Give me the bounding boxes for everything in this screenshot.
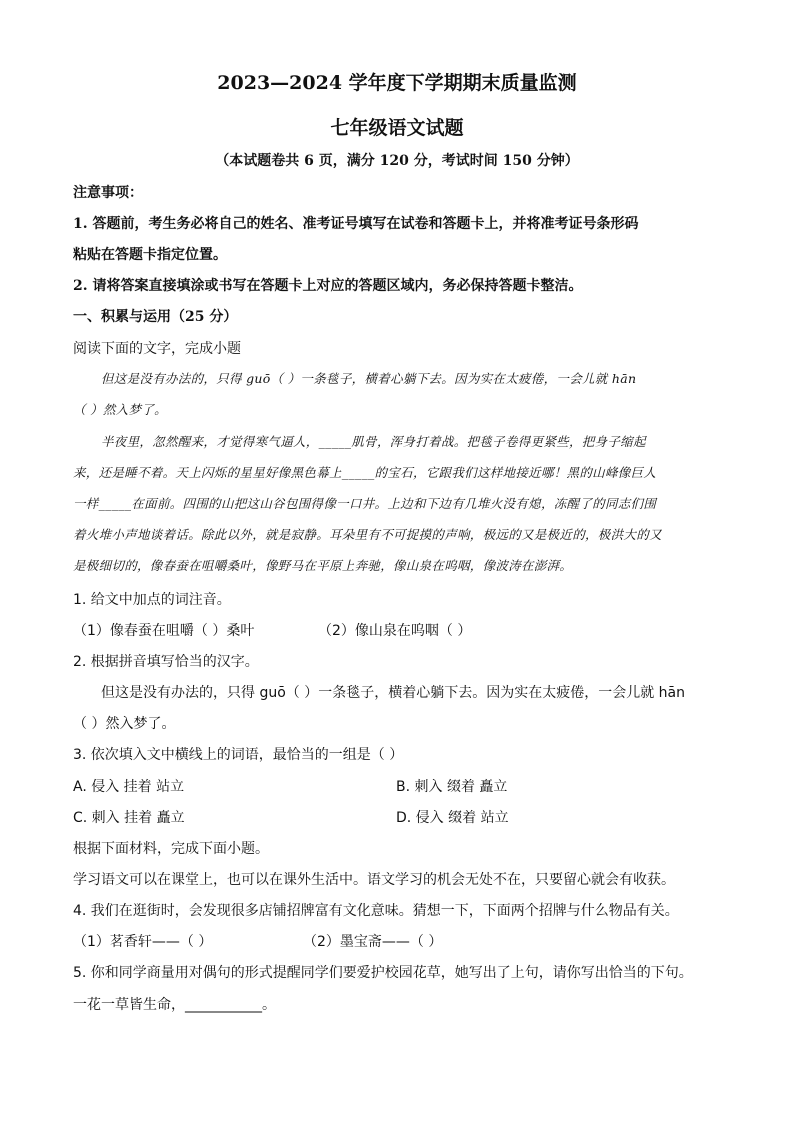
notes-item-1-line-1: 1. 答题前，考生务必将自己的姓名、准考证号填写在试卷和答题卡上，并将准考证号条形码 [73,216,639,232]
material-text: 学习语文可以在课堂上，也可以在课外生活中。语文学习的机会无处不在，只要留心就会有收获。 [73,872,675,888]
notes-item-2: 2. 请将答案直接填涂或书写在答题卡上对应的答题区域内，务必保持答题卡整洁。 [73,278,583,294]
passage-p1-line-1: 但这是没有办法的，只得 guō（ ）一条毯子，横着心躺下去。因为实在太疲倦，一会儿就 hān [101,371,637,386]
question-3-option-a: A. 侵入 挂着 站立 [73,779,185,795]
section-instruction: 阅读下面的文字，完成小题 [73,341,241,357]
passage-p1-line-2: （ ）然入梦了。 [73,402,167,417]
exam-info: （本试题卷共 6 页，满分 120 分，考试时间 150 分钟） [215,153,579,169]
question-5-answer-line: 一花一草皆生命，___________。 [73,997,276,1013]
passage-p2-line-2: 来，还是睡不着。天上闪烁的星星好像黑色幕上_____的宝石，它跟我们这样地接近哪！黑的山峰像巨人 [73,465,657,480]
notes-item-1-line-2: 粘贴在答题卡指定位置。 [73,247,227,263]
notes-heading: 注意事项： [73,185,143,201]
passage-p2-line-4: 着火堆小声地谈着话。除此以外，就是寂静。耳朵里有不可捉摸的声响，极远的又是极近的，极洪大的又 [73,527,662,542]
passage-p2-line-3: 一样_____在面前。四围的山把这山谷包围得像一口井。上边和下边有几堆火没有熄，冻醒了的同志们围 [73,496,657,511]
question-1-part-a: （1）像春蚕在咀嚼（ ）桑叶 [73,623,255,639]
passage-p2-line-1: 半夜里，忽然醒来，才觉得寒气逼人，_____肌骨，浑身打着战。把毯子卷得更紧些，把身子缩起 [101,434,646,449]
question-3-option-b: B. 刺入 缀着 矗立 [396,779,508,795]
material-intro: 根据下面材料，完成下面小题。 [73,841,269,857]
question-4-part-b: （2）墨宝斋——（ ） [303,934,443,950]
question-4: 4. 我们在逛街时，会发现很多店铺招牌富有文化意味。猜想一下，下面两个招牌与什么物品有关。 [73,903,679,919]
question-3: 3. 依次填入文中横线上的词语，最恰当的一组是（ ） [73,747,404,763]
question-5: 5. 你和同学商量用对偶句的形式提醒同学们要爱护校园花草，她写出了上句，请你写出恰当的下句。 [73,965,693,981]
question-3-option-d: D. 侵入 缀着 站立 [396,810,509,826]
question-2: 2. 根据拼音填写恰当的汉字。 [73,654,259,670]
exam-title: 2023—2024 学年度下学期期末质量监测 [217,72,577,94]
question-4-part-a: （1）茗香轩——（ ） [73,934,213,950]
passage-p2-line-5: 是极细切的，像春蚕在咀嚼桑叶，像野马在平原上奔驰，像山泉在呜咽，像波涛在澎湃。 [73,558,573,573]
question-2-line-1: 但这是没有办法的，只得 guō（ ）一条毯子，横着心躺下去。因为实在太疲倦，一会儿就 hān [101,685,685,701]
section-heading: 一、积累与运用（25 分） [73,309,238,325]
question-1: 1. 给文中加点的词注音。 [73,592,231,608]
exam-subtitle: 七年级语文试题 [330,117,464,139]
question-1-part-b: （2）像山泉在呜咽（ ） [318,623,472,639]
question-3-option-c: C. 刺入 挂着 矗立 [73,810,185,826]
question-2-line-2: （ ）然入梦了。 [73,716,176,732]
